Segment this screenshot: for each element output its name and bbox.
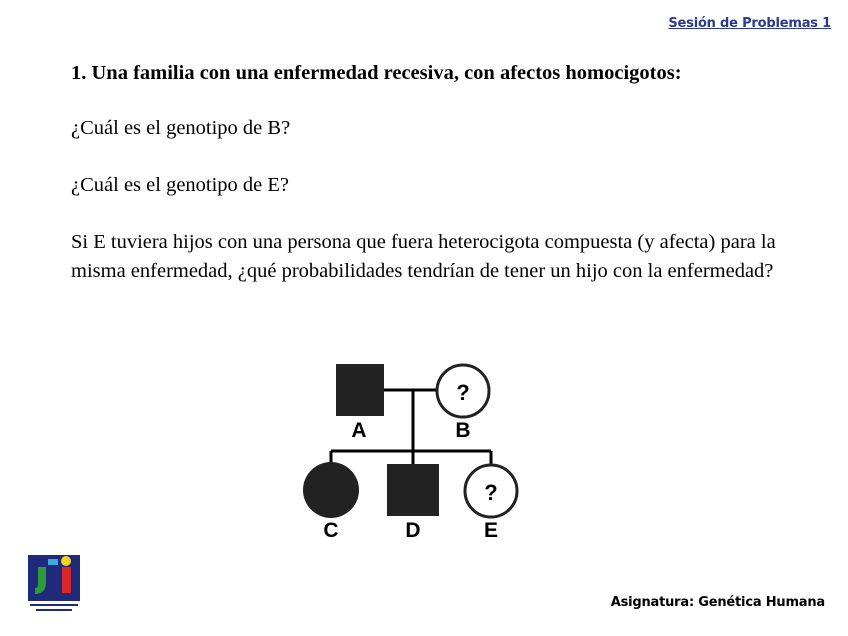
logo-text-line-2 [36,609,72,611]
individual-b-mark: ? [456,380,470,405]
problem-title: 1. Una familia con una enfermedad recesiva, con afectos homocigotos: [71,62,682,84]
individual-e-label: E [483,519,499,542]
individual-d-label: D [405,519,421,542]
individual-b-label: B [455,419,471,442]
question-genotype-e: ¿Cuál es el genotipo de E? [71,174,290,196]
individual-e-mark: ? [484,480,498,505]
question-probability: Si E tuviera hijos con una persona que fuera heterocigota compuesta (y afecta) para la misma enfermedad, ¿qué probabilidades tendrían de tener un hijo con la enfermedad? [71,231,776,282]
session-link[interactable]: Sesión de Problemas 1 [668,16,831,31]
logo-dot [61,556,71,566]
individual-c-symbol [303,462,359,518]
logo-text-line-1 [30,604,78,606]
problem-content [71,58,831,282]
individual-a-label: A [351,419,367,442]
individual-d-symbol [387,464,439,516]
logo-accent [48,559,58,565]
university-logo [26,553,82,617]
individual-a-symbol [336,364,384,416]
footer-subject: Asignatura: Genética Humana [610,595,825,610]
individual-c-label: C [323,519,339,542]
logo-i-shape [62,567,71,593]
question-genotype-b: ¿Cuál es el genotipo de B? [71,117,291,139]
pedigree-chart [296,356,536,546]
